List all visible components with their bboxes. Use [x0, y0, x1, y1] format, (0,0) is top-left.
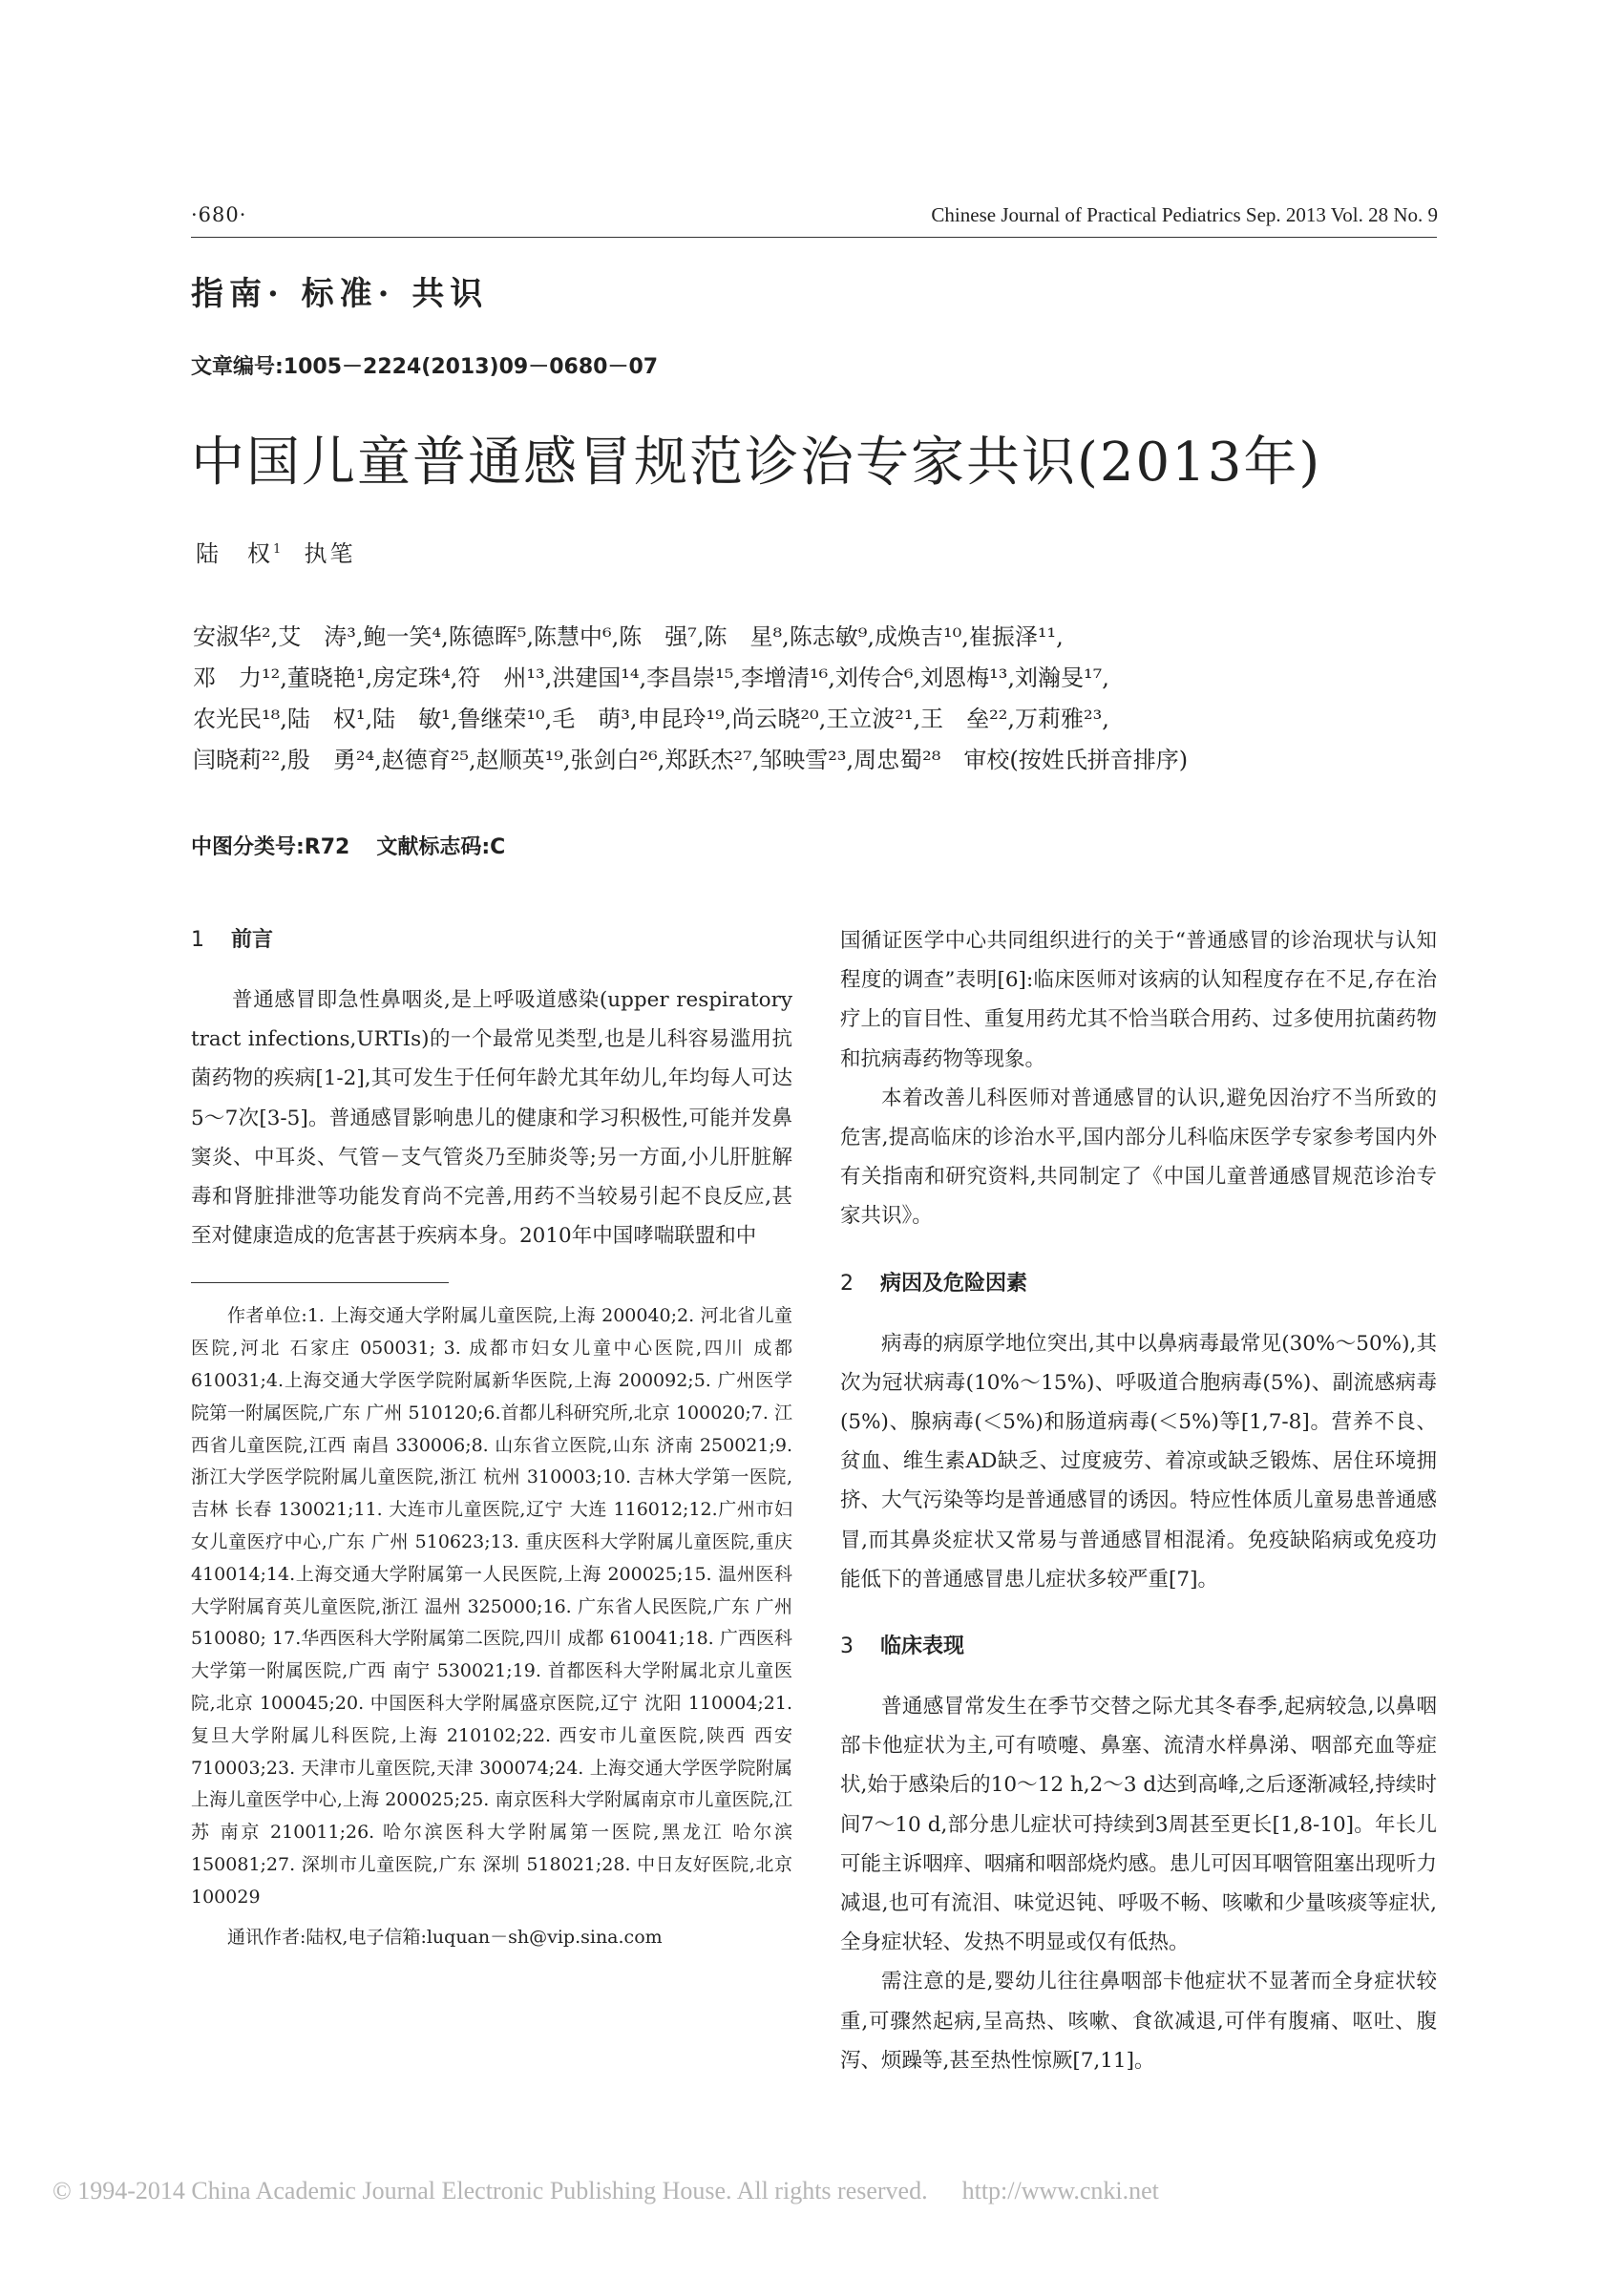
section-title: 临床表现	[880, 1635, 965, 1659]
right-column	[840, 921, 1437, 2080]
section-title: 病因及危险因素	[880, 1271, 1028, 1296]
clc-number: 中图分类号:R72	[191, 835, 350, 859]
reviewer-line: 安淑华²,艾 涛³,鲍一笑⁴,陈德晖⁵,陈慧中⁶,陈 强⁷,陈 星⁸,陈志敏⁹,成焕吉¹⁰,崔振泽¹¹,	[193, 623, 1064, 650]
reviewer-list	[193, 617, 1439, 781]
section-tag: 指南· 标准· 共识	[191, 275, 489, 313]
section-heading	[840, 1265, 1437, 1303]
body-paragraph: 普通感冒常发生在季节交替之际尤其冬春季,起病较急,以鼻咽部卡他症状为主,可有喷嚏、鼻塞、流清水样鼻涕、咽部充血等症状,始于感染后的10～12 h,2～3 d达到高峰,之后逐渐减轻,持续时间7～10 d,部分患儿症状可持续到3周甚至更长[1,8-10]。年长儿可能主诉咽痒、咽痛和咽部烧灼感。患儿可因耳咽管阻塞出现听力减退,也可有流泪、味觉迟钝、呼吸不畅、咳嗽和少量咳痰等症状,全身症状轻、发热不明显或仅有低热。	[840, 1695, 1437, 1955]
author-role: 执笔	[304, 540, 356, 567]
author-affiliation-mark: 1	[273, 542, 285, 557]
body-paragraph: 国循证医学中心共同组织进行的关于“普通感冒的诊治现状与认知程度的调查”表明[6]:临床医师对该病的认知程度存在不足,存在治疗上的盲目性、重复用药尤其不恰当联合用药、过多使用抗菌药物和抗病毒药物等现象。	[840, 929, 1437, 1071]
author-affiliations: 作者单位:1. 上海交通大学附属儿童医院,上海 200040;2. 河北省儿童医院,河北 石家庄 050031; 3. 成都市妇女儿童中心医院,四川 成都 610031;4.上海交通大学医学院附属新华医院,上海 200092;5. 广州医学院第一附属医院,广东 广州 510120;6.首都儿科研究所,北京 100020;7. 江西省儿童医院,江西 南昌 330006;8. 山东省立医院,山东 济南 250021;9. 浙江大学医学院附属儿童医院,浙江 杭州 310003;10. 吉林大学第一医院,吉林 长春 130021;11. 大连市儿童医院,辽宁 大连 116012;12.广州市妇女儿童医疗中心,广东 广州 510623;13. 重庆医科大学附属儿童医院,重庆 410014;14.上海交通大学附属第一人民医院,上海 200025;15. 温州医科大学附属育英儿童医院,浙江 温州 325000;16. 广东省人民医院,广东 广州 510080; 17.华西医科大学附属第二医院,四川 成都 610041;18. 广西医科大学第一附属医院,广西 南宁 530021;19. 首都医科大学附属北京儿童医院,北京 100045;20. 中国医科大学附属盛京医院,辽宁 沈阳 110004;21.复旦大学附属儿科医院,上海 210102;22. 西安市儿童医院,陕西 西安 710003;23. 天津市儿童医院,天津 300074;24. 上海交通大学医学院附属上海儿童医学中心,上海 200025;25. 南京医科大学附属南京市儿童医院,江苏 南京 210011;26. 哈尔滨医科大学附属第一医院,黑龙江 哈尔滨 150081;27. 深圳市儿童医院,广东 深圳 518021;28. 中日友好医院,北京 100029	[191, 1305, 792, 1908]
body-paragraph: 需注意的是,婴幼儿往往鼻咽部卡他症状不显著而全身症状较重,可骤然起病,呈高热、咳嗽、食欲减退,可伴有腹痛、呕吐、腹泻、烦躁等,甚至热性惊厥[7,11]。	[840, 1970, 1437, 2073]
journal-info: Chinese Journal of Practical Pediatrics Sep. 2013 Vol. 28 No. 9	[931, 203, 1438, 226]
left-column	[191, 921, 792, 1954]
body-paragraph: 普通感冒即急性鼻咽炎,是上呼吸道感染(upper respiratory tract infections,URTIs)的一个最常见类型,也是儿科容易滥用抗菌药物的疾病[1-2],其可发生于任何年龄尤其年幼儿,年均每人可达5～7次[3-5]。普通感冒影响患儿的健康和学习积极性,可能并发鼻窦炎、中耳炎、气管－支气管炎乃至肺炎等;另一方面,小儿肝脏解毒和肾脏排泄等功能发育尚不完善,用药不当较易引起不良反应,甚至对健康造成的危害甚于疾病本身。2010年中国哮喘联盟和中	[191, 988, 792, 1249]
reviewer-line: 农光民¹⁸,陆 权¹,陆 敏¹,鲁继荣¹⁰,毛 萌³,申昆玲¹⁹,尚云晓²⁰,王立波²¹,王 垒²²,万莉雅²³,	[193, 706, 1109, 732]
footnote-divider	[191, 1282, 449, 1283]
cnki-link[interactable]: http://www.cnki.net	[961, 2177, 1159, 2204]
copyright-footer	[53, 2177, 1159, 2205]
copyright-text: © 1994-2014 China Academic Journal Electronic Publishing House. All rights reserved.	[53, 2177, 928, 2204]
author-line	[196, 535, 356, 568]
section-number: 1	[191, 928, 204, 952]
body-paragraph: 病毒的病原学地位突出,其中以鼻病毒最常见(30%～50%),其次为冠状病毒(10%～15%)、呼吸道合胞病毒(5%)、副流感病毒(5%)、腺病毒(＜5%)和肠道病毒(＜5%)等[1,7-8]。营养不良、贫血、维生素AD缺乏、过度疲劳、着凉或缺乏锻炼、居住环境拥挤、大气污染等均是普通感冒的诱因。特应性体质儿童易患普通感冒,而其鼻炎症状又常易与普通感冒相混淆。免疫缺陷病或免疫功能低下的普通感冒患儿症状多较严重[7]。	[840, 1331, 1437, 1592]
section-number: 3	[840, 1635, 854, 1659]
author-name: 陆 权	[196, 540, 273, 567]
corresponding-author: 通讯作者:陆权,电子信箱:luquan－sh@vip.sina.com	[227, 1926, 663, 1948]
document-code: 文献标志码:C	[376, 835, 506, 859]
section-title: 前言	[231, 928, 274, 952]
article-title: 中国儿童普通感冒规范诊治专家共识(2013年)	[191, 432, 1322, 494]
section-number: 2	[840, 1271, 854, 1296]
reviewer-line: 闫晓莉²²,殷 勇²⁴,赵德育²⁵,赵顺英¹⁹,张剑白²⁶,郑跃杰²⁷,邹映雪²³,周忠蜀²⁸ 审校(按姓氏拼音排序)	[193, 747, 1189, 773]
section-heading	[840, 1628, 1437, 1666]
body-paragraph: 本着改善儿科医师对普通感冒的认识,避免因治疗不当所致的危害,提高临床的诊治水平,国内部分儿科临床医学专家参考国内外有关指南和研究资料,共同制定了《中国儿童普通感冒规范诊治专家共识》。	[840, 1086, 1437, 1229]
classification-line	[191, 831, 532, 860]
page-number: ·680·	[191, 203, 247, 226]
section-heading	[191, 921, 792, 960]
reviewer-line: 邓 力¹²,董晓艳¹,房定珠⁴,符 州¹³,洪建国¹⁴,李昌崇¹⁵,李增清¹⁶,刘传合⁶,刘恩梅¹³,刘瀚旻¹⁷,	[193, 664, 1109, 691]
article-number: 文章编号:1005－2224(2013)09－0680－07	[191, 355, 659, 379]
header-divider	[191, 237, 1437, 238]
